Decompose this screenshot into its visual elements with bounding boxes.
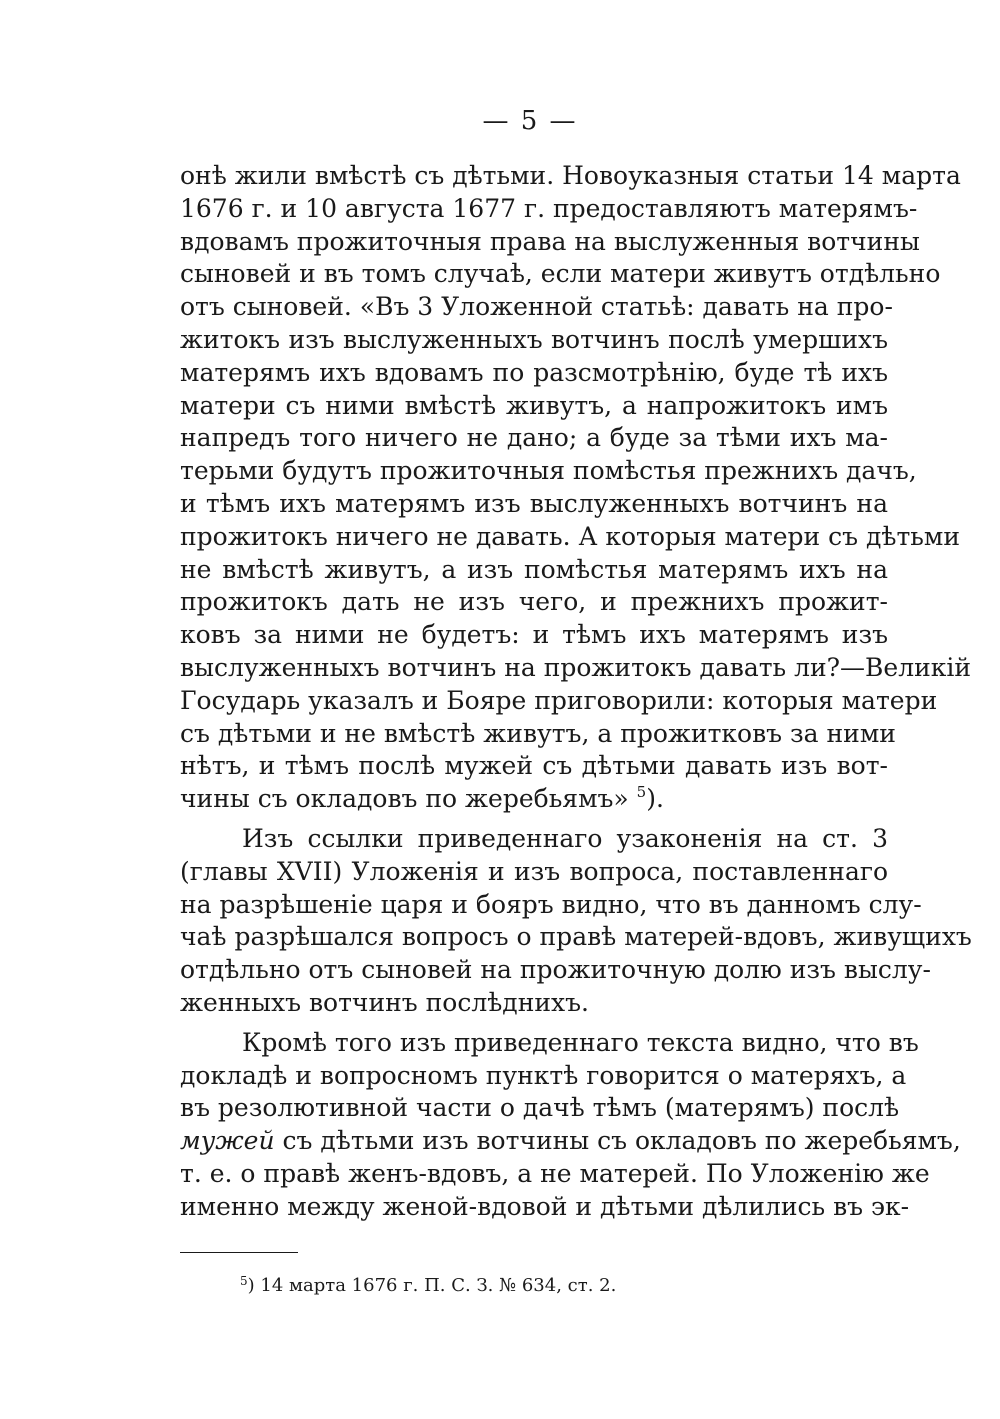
text-line: терьми будутъ прожиточныя помѣстья прежнихъ дачъ, bbox=[180, 456, 917, 486]
text-line: именно между женой-вдовой и дѣтьми дѣлились въ эк- bbox=[180, 1191, 910, 1221]
text-line: выслуженныхъ вотчинъ на прожитокъ давать ли?—Великій bbox=[180, 652, 972, 682]
text-line: въ резолютивной части о дачѣ тѣмъ (матерямъ) послѣ bbox=[180, 1093, 900, 1123]
text-line-last: женныхъ вотчинъ послѣднихъ. bbox=[180, 987, 589, 1017]
text-line-last bbox=[180, 783, 888, 816]
text-line: житокъ изъ выслуженныхъ вотчинъ послѣ умершихъ bbox=[180, 324, 888, 354]
text-line: на разрѣшеніе царя и бояръ видно, что въ данномъ слу- bbox=[180, 889, 922, 919]
text-line: ковъ за ними не будетъ: и тѣмъ ихъ матерямъ изъ bbox=[180, 620, 888, 650]
paragraph-3 bbox=[180, 1027, 961, 1224]
footnote-reference[interactable]: 5 bbox=[636, 783, 647, 802]
text-line: отдѣльно отъ сыновей на прожиточную долю изъ выслу- bbox=[180, 955, 931, 985]
text-line: съ дѣтьми и не вмѣстѣ живутъ, а прожитковъ за ними bbox=[180, 718, 896, 748]
text-line: сыновей и въ томъ случаѣ, если матери живутъ отдѣльно bbox=[180, 259, 941, 289]
text-line: и тѣмъ ихъ матерямъ изъ выслуженныхъ вотчинъ на bbox=[180, 488, 888, 518]
text-line: матери съ ними вмѣстѣ живутъ, а напрожитокъ имъ bbox=[180, 390, 888, 420]
italic-line-rest: съ дѣтьми изъ вотчины съ окладовъ по жеребьямъ, bbox=[274, 1126, 961, 1156]
body-text bbox=[180, 160, 972, 1224]
paragraph-1 bbox=[180, 160, 972, 816]
last-line-tail: ). bbox=[646, 784, 664, 814]
page-number: — 5 — bbox=[482, 106, 578, 136]
text-line: (главы XVII) Уложенія и изъ вопроса, поставленнаго bbox=[180, 856, 888, 886]
text-line: Государь указалъ и Бояре приговорили: которыя матери bbox=[180, 685, 938, 715]
text-line: Кромѣ того изъ приведеннаго текста видно, что въ bbox=[242, 1027, 919, 1057]
text-line: прожитокъ ничего не давать. А которыя матери съ дѣтьми bbox=[180, 521, 961, 551]
last-line-text: чины съ окладовъ по жеребьямъ» bbox=[180, 784, 629, 814]
text-line: т. е. о правѣ женъ-вдовъ, а не матерей. По Уложенію же bbox=[180, 1158, 930, 1188]
text-line: онѣ жили вмѣстѣ съ дѣтьми. Новоуказныя статьи 14 марта bbox=[180, 161, 961, 190]
italic-word: мужей bbox=[180, 1126, 275, 1156]
text-line: вдовамъ прожиточныя права на выслуженныя вотчины bbox=[180, 226, 920, 256]
text-line: отъ сыновей. «Въ 3 Уложенной статьѣ: давать на про- bbox=[180, 292, 893, 322]
text-line: напредъ того ничего не дано; а буде за тѣми ихъ ма- bbox=[180, 423, 888, 453]
text-line: чаѣ разрѣшался вопросъ о правѣ матерей-вдовъ, живущихъ bbox=[180, 922, 972, 952]
text-line: прожитокъ дать не изъ чего, и прежнихъ прожит- bbox=[180, 587, 888, 617]
footnote-text: ) 14 марта 1676 г. П. С. З. № 634, ст. 2. bbox=[247, 1275, 617, 1296]
text-line: не вмѣстѣ живутъ, а изъ помѣстья матерямъ ихъ на bbox=[180, 554, 888, 584]
footnote-marker: 5 bbox=[240, 1274, 248, 1288]
text-line: матерямъ ихъ вдовамъ по разсмотрѣнію, буде тѣ ихъ bbox=[180, 357, 888, 387]
text-line: Изъ ссылки приведеннаго узаконенія на ст. 3 bbox=[242, 823, 888, 853]
text-line: 1676 г. и 10 августа 1677 г. предоставляютъ матерямъ- bbox=[180, 193, 918, 223]
footnote bbox=[240, 1275, 616, 1298]
text-line-with-italic bbox=[180, 1125, 961, 1158]
paragraph-2 bbox=[180, 823, 972, 1020]
footnote-divider bbox=[180, 1252, 298, 1253]
text-line: нѣтъ, и тѣмъ послѣ мужей съ дѣтьми давать изъ вот- bbox=[180, 751, 888, 781]
text-line: докладѣ и вопросномъ пунктѣ говорится о матеряхъ, а bbox=[180, 1060, 907, 1090]
